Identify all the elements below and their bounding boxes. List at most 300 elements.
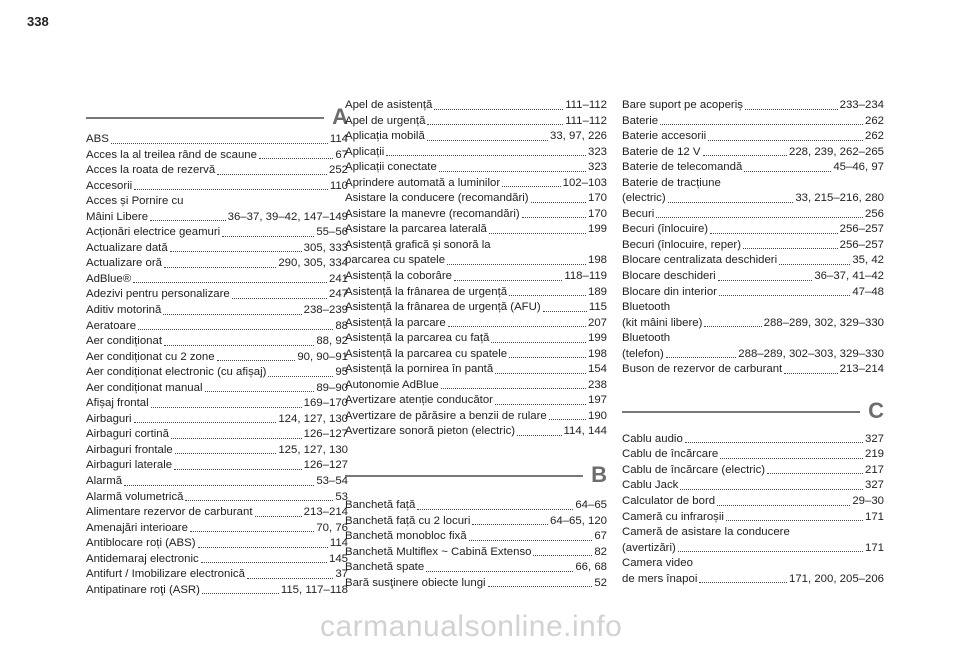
index-term: Aplicații — [345, 145, 385, 158]
dot-leader — [666, 357, 737, 358]
index-entry — [86, 567, 348, 583]
index-term: Autonomie AdBlue — [345, 378, 439, 391]
page-references: 33, 215–216, 280 — [795, 192, 884, 205]
section-letter-c: C — [868, 397, 884, 423]
index-term: (electric) — [622, 192, 666, 205]
index-term: Baterie accesorii — [622, 130, 707, 143]
index-list-b — [345, 498, 607, 591]
section-rule — [622, 411, 860, 413]
dot-leader — [472, 524, 548, 525]
index-entry-continued-term: Cameră de asistare la conducere — [622, 526, 790, 539]
page-references: 238–239 — [303, 304, 348, 317]
index-entry — [86, 241, 348, 257]
index-term: Aer condiționat electronic (cu afișaj) — [86, 366, 267, 379]
section-letter-b: B — [591, 462, 607, 488]
page-references: 199 — [587, 223, 607, 236]
index-entry — [345, 191, 607, 207]
dot-leader — [163, 314, 301, 315]
page-references: 114 — [329, 133, 348, 145]
index-entry — [86, 365, 348, 381]
page-references: 115, 117–118 — [280, 583, 348, 596]
dot-leader — [185, 500, 333, 501]
dot-leader — [134, 189, 328, 190]
dot-leader — [124, 485, 314, 486]
dot-leader — [448, 326, 586, 327]
page-references: 217 — [864, 463, 884, 476]
index-term: Apel de asistență — [345, 99, 433, 111]
dot-leader — [417, 509, 573, 510]
index-entry — [345, 316, 607, 332]
dot-leader — [767, 473, 863, 474]
page-references: 323 — [587, 145, 607, 158]
index-entry — [86, 427, 348, 443]
page-references: 247 — [328, 288, 348, 301]
index-entry — [622, 222, 884, 238]
page-references: 66, 68 — [575, 561, 607, 574]
dot-leader — [198, 547, 328, 548]
page-references: 53 — [335, 490, 348, 503]
index-term: Asistare la manevre (recomandări) — [345, 207, 520, 220]
index-term: Bare suport pe acoperiș — [622, 99, 743, 111]
dot-leader — [133, 282, 327, 283]
page-references: 118–119 — [564, 270, 607, 283]
page-references: 323 — [587, 161, 607, 174]
index-entry — [622, 494, 884, 510]
page-references: 252 — [328, 164, 348, 177]
page-references: 47–48 — [852, 285, 884, 298]
index-term: Apel de urgență — [345, 114, 426, 127]
index-term: Acces la al treilea rând de scaune — [86, 148, 257, 161]
index-column-2 — [345, 98, 607, 591]
index-column-1 — [86, 104, 348, 598]
index-term: Airbaguri cortină — [86, 428, 169, 441]
dot-leader — [255, 516, 302, 517]
page-references: 110 — [329, 179, 348, 192]
page-number: 338 — [27, 14, 49, 29]
page-references: 327 — [864, 479, 884, 492]
page-references: 36–37, 39–42, 147–149 — [227, 210, 348, 223]
page-references: 199 — [587, 332, 607, 345]
index-entry-continued-term: Camera video — [622, 557, 693, 570]
dot-leader — [247, 578, 333, 579]
dot-leader — [202, 593, 279, 594]
index-entry — [345, 378, 607, 394]
index-entry — [345, 514, 607, 530]
dot-leader — [678, 551, 863, 552]
index-entry-continued-term: Baterie de tracțiune — [622, 176, 721, 189]
index-term: Antidemaraj electronic — [86, 552, 199, 565]
index-entry — [622, 316, 884, 332]
index-term: AdBlue® — [86, 272, 132, 285]
index-term: Calculator de bord — [622, 495, 716, 508]
page-references: 145 — [328, 552, 348, 565]
index-entry — [622, 98, 884, 114]
index-entry — [345, 560, 607, 576]
index-term: Blocare centralizata deschideri — [622, 254, 778, 267]
dot-leader — [502, 186, 561, 187]
index-entry — [86, 396, 348, 412]
index-term: Asistență la frânarea de urgență — [345, 285, 508, 298]
dot-leader — [726, 520, 863, 521]
page-references: 305, 333 — [303, 241, 348, 254]
dot-leader — [427, 124, 563, 125]
index-term: Amenajări interioare — [86, 521, 188, 534]
index-entry — [86, 272, 348, 288]
dot-leader — [134, 422, 277, 423]
index-entry — [345, 269, 607, 285]
index-entry — [622, 191, 884, 207]
dot-leader — [201, 562, 327, 563]
index-term: Aer condiționat manual — [86, 381, 203, 394]
page-references: 82 — [594, 545, 607, 558]
page-references: 52 — [594, 576, 607, 589]
index-term: Baterie — [622, 114, 659, 127]
index-term: (kit mâini libere) — [622, 316, 703, 329]
dot-leader — [660, 124, 863, 125]
dot-leader — [488, 586, 593, 587]
index-entry — [86, 521, 348, 537]
index-term: Asistență la pornirea în pantă — [345, 363, 494, 376]
index-term: de mers înapoi — [622, 572, 698, 585]
section-letter-a: A — [332, 104, 348, 129]
page-references: 171 — [864, 541, 884, 554]
dot-leader — [434, 109, 563, 110]
index-term: Asistare la conducere (recomandări) — [345, 192, 529, 205]
page-references: 90, 90–91 — [297, 350, 348, 363]
dot-leader — [718, 280, 813, 281]
dot-leader — [495, 404, 586, 405]
index-term: ABS — [86, 133, 109, 145]
dot-leader — [719, 295, 850, 296]
index-term: Cablu de încărcare (electric) — [622, 463, 766, 476]
dot-leader — [531, 202, 586, 203]
page-references: 70, 76 — [316, 521, 348, 534]
index-term: Baterie de telecomandă — [622, 161, 743, 174]
index-entry — [86, 505, 348, 521]
page-references: 190 — [587, 409, 607, 422]
index-entry — [345, 160, 607, 176]
index-entry — [345, 576, 607, 592]
dot-leader — [509, 295, 586, 296]
dot-leader — [745, 109, 838, 110]
index-entry — [345, 285, 607, 301]
page-references: 233–234 — [839, 99, 884, 111]
index-entry — [345, 253, 607, 269]
dot-leader — [171, 438, 302, 439]
page-references: 256–257 — [839, 223, 884, 236]
index-term: Aplicații conectate — [345, 161, 437, 174]
index-entry — [345, 222, 607, 238]
index-entry — [345, 207, 607, 223]
page-references: 125, 127, 130 — [278, 443, 348, 456]
page-references: 288–289, 302–303, 329–330 — [738, 347, 884, 360]
dot-leader — [175, 453, 277, 454]
dot-leader — [703, 155, 787, 156]
index-entry — [622, 541, 884, 557]
index-term: Avertizare de părăsire a benzii de rulare — [345, 409, 547, 422]
index-term: Acces la roata de rezervă — [86, 164, 216, 177]
index-term: Aplicația mobilă — [345, 130, 425, 143]
index-term: Buson de rezervor de carburant — [622, 363, 783, 376]
index-entry — [345, 176, 607, 192]
index-entry — [86, 287, 348, 303]
page-references: 256–257 — [839, 238, 884, 251]
index-term: Asistare la parcarea laterală — [345, 223, 487, 236]
index-term: parcarea cu spatele — [345, 254, 446, 267]
index-entry — [345, 393, 607, 409]
index-entry — [86, 536, 348, 552]
page-references: 29–30 — [852, 495, 884, 508]
index-entry — [86, 443, 348, 459]
index-entry — [86, 256, 348, 272]
section-rule — [345, 475, 583, 477]
page-references: 114 — [329, 537, 348, 550]
watermark: carmanualsonline.info — [320, 610, 623, 643]
page-references: 198 — [587, 347, 607, 360]
index-entry — [86, 552, 348, 568]
index-term: Blocare din interior — [622, 285, 717, 298]
dot-leader — [509, 357, 586, 358]
dot-leader — [491, 342, 586, 343]
dot-leader — [668, 202, 794, 203]
dot-leader — [138, 329, 333, 330]
page-references: 37 — [335, 568, 348, 581]
index-entry — [86, 583, 348, 599]
page-references: 198 — [587, 254, 607, 267]
index-term: Avertizare sonoră pieton (electric) — [345, 425, 516, 438]
dot-leader — [427, 140, 548, 141]
dot-leader — [708, 140, 863, 141]
index-entry — [622, 238, 884, 254]
section-header-a — [86, 104, 348, 130]
dot-leader — [268, 376, 333, 377]
index-entry — [345, 300, 607, 316]
dot-leader — [680, 489, 863, 490]
dot-leader — [259, 158, 333, 159]
page-references: 171 — [864, 510, 884, 523]
index-entry — [86, 148, 348, 164]
index-entry — [345, 424, 607, 440]
dot-leader — [717, 505, 850, 506]
dot-leader — [426, 571, 573, 572]
page-references: 171, 200, 205–206 — [788, 572, 884, 585]
index-term: Airbaguri laterale — [86, 459, 173, 472]
dot-leader — [533, 555, 592, 556]
page-references: 219 — [864, 448, 884, 461]
index-term: Banchetă față — [345, 499, 416, 512]
index-entry — [345, 498, 607, 514]
dot-leader — [164, 267, 276, 268]
index-column-3 — [622, 98, 884, 587]
page-references: 67 — [594, 530, 607, 543]
index-entry — [345, 409, 607, 425]
dot-leader — [151, 407, 302, 408]
page-references: 115 — [588, 301, 607, 314]
index-entry — [345, 362, 607, 378]
index-entry — [86, 490, 348, 506]
index-term: Cablu audio — [622, 432, 683, 445]
dot-leader — [217, 360, 296, 361]
index-entry — [622, 463, 884, 479]
index-list-c — [622, 432, 884, 587]
index-term: Becuri — [622, 207, 655, 220]
index-entry — [86, 474, 348, 490]
index-term: Accesorii — [86, 179, 133, 192]
index-entry — [622, 572, 884, 588]
page-references: 207 — [587, 316, 607, 329]
index-term: Antipatinare roţi (ASR) — [86, 583, 200, 596]
index-entry — [345, 145, 607, 161]
page-references: 288–289, 302, 329–330 — [763, 316, 884, 329]
index-term: Acționări electrice geamuri — [86, 226, 221, 239]
index-term: Alarmă — [86, 475, 123, 488]
dot-leader — [779, 264, 850, 265]
page-references: 169–170 — [303, 397, 348, 410]
index-term: Antifurt / Imobilizare electronică — [86, 568, 245, 581]
dot-leader — [164, 345, 314, 346]
index-entry-continued-term: Bluetooth — [622, 301, 671, 314]
page-references: 89–90 — [316, 381, 348, 394]
index-entry — [345, 529, 607, 545]
dot-leader — [549, 419, 586, 420]
page-references: 126–127 — [303, 428, 348, 441]
page-references: 95 — [335, 366, 348, 379]
index-term: Asistență la coborâre — [345, 270, 453, 283]
index-entry — [622, 285, 884, 301]
section-rule — [86, 117, 324, 119]
page-references: 67 — [335, 148, 348, 161]
dot-leader — [447, 264, 586, 265]
index-term: Cablu de încărcare — [622, 448, 719, 461]
index-entry — [345, 331, 607, 347]
dot-leader — [517, 435, 561, 436]
index-term: Actualizare oră — [86, 257, 162, 270]
index-term: Afișaj frontal — [86, 397, 149, 410]
index-entry — [345, 545, 607, 561]
index-list-a-continued — [345, 98, 607, 440]
dot-leader — [543, 311, 587, 312]
index-entry — [86, 163, 348, 179]
page-references: 327 — [864, 432, 884, 445]
index-term: Banchetă Multiflex ~ Cabină Extenso — [345, 545, 532, 558]
dot-leader — [439, 171, 586, 172]
index-term: (telefon) — [622, 347, 664, 360]
index-entry — [345, 129, 607, 145]
index-entry — [622, 145, 884, 161]
index-entry — [86, 210, 348, 226]
dot-leader — [744, 171, 831, 172]
dot-leader — [710, 233, 838, 234]
section-header-c — [622, 398, 884, 424]
index-entry — [622, 253, 884, 269]
dot-leader — [174, 469, 302, 470]
index-entry — [86, 225, 348, 241]
dot-leader — [170, 251, 302, 252]
page-references: 213–214 — [303, 506, 348, 519]
index-term: Aer condiționat — [86, 335, 162, 348]
index-entry — [345, 114, 607, 130]
index-entry-continued-term: Acces și Pornire cu — [86, 195, 184, 208]
dot-leader — [685, 442, 863, 443]
index-term: Mâini Libere — [86, 210, 149, 223]
page-references: 64–65 — [575, 499, 607, 512]
index-term: Asistență la parcare — [345, 316, 446, 329]
page-references: 55–56 — [316, 226, 348, 239]
index-entry — [622, 114, 884, 130]
index-term: Becuri (înlocuire) — [622, 223, 709, 236]
page-references: 241 — [328, 272, 348, 285]
index-term: Asistență la frânarea de urgență (AFU) — [345, 301, 541, 314]
index-entry — [345, 347, 607, 363]
index-term: Asistență la parcarea cu față — [345, 332, 490, 345]
index-term: Avertizare atenție conducător — [345, 394, 493, 407]
index-entry — [86, 303, 348, 319]
dot-leader — [656, 217, 863, 218]
page-references: 238 — [587, 378, 607, 391]
page-references: 170 — [587, 207, 607, 220]
dot-leader — [150, 220, 226, 221]
index-term: Aditiv motorină — [86, 304, 162, 317]
index-entry — [86, 381, 348, 397]
index-term: Banchetă față cu 2 locuri — [345, 514, 471, 527]
dot-leader — [495, 373, 586, 374]
page-references: 290, 305, 334 — [278, 257, 348, 270]
index-entry — [622, 362, 884, 378]
index-term: Bară susţinere obiecte lungi — [345, 576, 486, 589]
dot-leader — [386, 155, 586, 156]
index-entry — [622, 207, 884, 223]
index-term: Antiblocare roți (ABS) — [86, 537, 196, 550]
page-references: 36–37, 41–42 — [814, 270, 884, 283]
index-entry — [622, 129, 884, 145]
index-entry-continued-term: Bluetooth — [622, 332, 671, 345]
page-references: 126–127 — [303, 459, 348, 472]
page-references: 64–65, 120 — [549, 514, 607, 527]
index-entry — [622, 510, 884, 526]
page-references: 88, 92 — [316, 335, 348, 348]
dot-leader — [704, 326, 761, 327]
index-entry — [622, 432, 884, 448]
page-references: 88 — [335, 319, 348, 332]
index-entry — [622, 269, 884, 285]
index-term: Becuri (înlocuire, reper) — [622, 238, 742, 251]
index-term: Cameră cu infraroșii — [622, 510, 724, 523]
page-references: 114, 144 — [563, 425, 607, 438]
page-references: 228, 239, 262–265 — [788, 145, 884, 158]
index-term: Airbaguri — [86, 412, 132, 425]
index-term: Blocare deschideri — [622, 270, 716, 283]
index-entry — [622, 447, 884, 463]
page-references: 262 — [864, 114, 884, 127]
dot-leader — [222, 236, 314, 237]
dot-leader — [784, 373, 837, 374]
dot-leader — [190, 531, 314, 532]
index-term: Adezivi pentru personalizare — [86, 288, 230, 301]
index-entry — [86, 458, 348, 474]
dot-leader — [205, 391, 315, 392]
index-term: Aeratoare — [86, 319, 137, 332]
dot-leader — [217, 174, 327, 175]
dot-leader — [441, 388, 586, 389]
index-term: Aer condiționat cu 2 zone — [86, 350, 215, 363]
dot-leader — [699, 582, 787, 583]
page-references: 35, 42 — [852, 254, 884, 267]
index-entry — [86, 334, 348, 350]
index-term: Alimentare rezervor de carburant — [86, 506, 253, 519]
index-entry — [345, 98, 607, 114]
page-references: 170 — [587, 192, 607, 205]
page-references: 111–112 — [565, 114, 607, 127]
